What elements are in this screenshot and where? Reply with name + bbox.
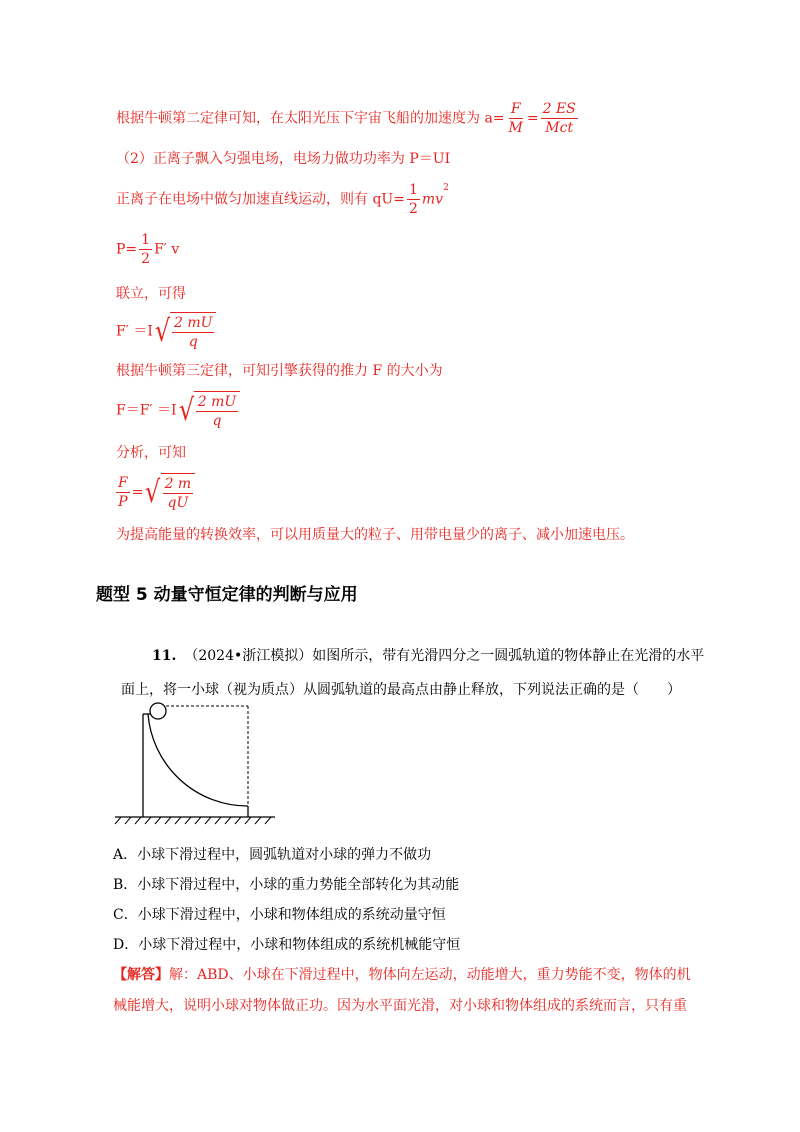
solution-line-work-energy [116,181,449,218]
question-source: （2024•浙江模拟） [184,648,313,664]
square-root [153,312,217,351]
frac-numerator: 1 [408,182,418,198]
answer-tag: 【解答】 [113,967,169,983]
frac-numerator: 2 mU [197,394,237,410]
radicand [161,473,196,512]
frac-numerator: F [510,101,521,117]
option-c: C．小球下滑过程中，小球和物体组成的系统动量守恒 [113,907,446,923]
solution-line-thrust [116,391,240,430]
equals-sign: = [526,110,539,127]
frac-denominator: Mct [545,120,574,136]
solution-line-combine: 联立，可得 [116,286,186,302]
frac-numerator: F [118,475,128,491]
solution-line-f-prime [116,312,216,351]
radical-sign: √ [154,313,171,349]
solution-line-analysis: 分析，可知 [116,445,186,461]
option-b: B．小球下滑过程中，小球的重力势能全部转化为其动能 [113,877,460,893]
frac-denominator: q [188,334,198,350]
question-text-1: 如图所示，带有光滑四分之一圆弧轨道的物体静止在光滑的水平 [312,648,705,664]
fraction-2mu-over-q [172,314,214,351]
solution-line-third-law: 根据牛顿第三定律，可知引擎获得的推力 F 的大小为 [116,363,443,379]
f-prime-lhs: F′ ＝I [116,323,153,340]
question-line-2: 面上，将一小球（视为质点）从圆弧轨道的最高点由静止释放，下列说法正确的是（ ） [121,682,681,698]
thrust-lhs: F＝F′ ＝I [116,402,177,419]
radical-sign: √ [145,474,161,510]
acceleration-text: 根据牛顿第二定律可知，在太阳光压下宇宙飞船的加速度为 a= [116,110,505,127]
mv-term: mv [421,191,444,208]
frac-denominator: qU [167,495,189,511]
answer-text-1: 解：ABD、小球在下滑过程中，物体向左运动，动能增大，重力势能不变，物体的机 [169,967,691,983]
quarter-arc-track [148,714,248,806]
solution-line-p-equation [116,231,179,268]
work-energy-text: 正离子在电场中做匀加速直线运动，则有 qU= [116,191,405,208]
section-heading: 题型 5 动量守恒定律的判断与应用 [96,585,358,605]
physics-figure [110,700,280,830]
ground-hatching [115,817,271,824]
frac-numerator: 1 [141,232,151,248]
frac-denominator: 2 [408,201,418,217]
option-a: A．小球下滑过程中，圆弧轨道对小球的弹力不做功 [113,847,432,863]
frac-denominator: q [212,413,222,429]
frac-numerator: 2 m [164,476,192,492]
radicand [170,312,216,351]
fraction-2m-over-qu [163,475,194,512]
frac-denominator: 2 [141,251,151,267]
question-line-1 [152,646,704,666]
fraction-2es-over-mct [541,100,578,137]
fraction-one-half [139,231,152,268]
ball [150,703,166,719]
frac-denominator: M [508,120,523,136]
solution-line-acceleration [116,100,580,137]
option-d: D．小球下滑过程中，小球和物体组成的系统机械能守恒 [113,937,461,953]
p-lhs: P= [116,241,138,258]
fraction-2mu-over-q [196,393,238,430]
answer-line-1 [113,965,691,985]
solution-line-ratio [114,473,195,512]
square-root [143,473,195,512]
fraction-f-over-m [507,100,525,137]
frac-numerator: 2 mU [174,315,213,331]
square-root [177,391,241,430]
radical-sign: √ [178,392,194,428]
radicand [194,391,240,430]
solution-line-conclusion: 为提高能量的转换效率，可以用质量大的粒子、用带电量少的离子、减小加速电压。 [116,527,634,543]
question-number: 11. [152,648,177,664]
superscript-2: 2 [443,182,449,193]
solution-line-power: （2）正离子飘入匀强电场，电场力做功功率为 P＝UI [116,151,451,167]
frac-numerator: 2 ES [542,101,576,117]
frac-denominator: P [118,494,128,510]
fraction-one-half [407,181,420,218]
f-prime-v: F′ v [154,241,180,258]
answer-line-2: 械能增大，说明小球对物体做正功。因为水平面光滑，对小球和物体组成的系统而言，只有重 [113,998,687,1014]
equals-sign: = [131,484,144,501]
fraction-f-over-p [116,474,130,511]
